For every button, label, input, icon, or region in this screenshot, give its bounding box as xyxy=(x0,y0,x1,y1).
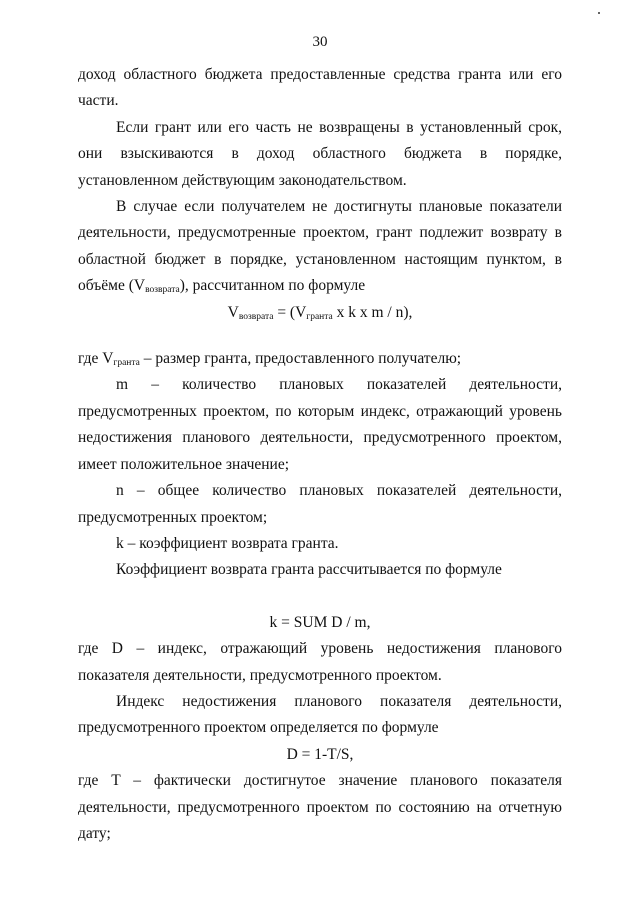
refund-condition-text: В случае если получателем не достигнуты плановые показатели деятельности, предусмотренные проектом, грант подлежит возврату в областной бюджет в порядке, установленном настоящим пунктом, в объёме (V xyxy=(78,198,562,295)
definition-v-grant xyxy=(78,346,562,372)
document-body xyxy=(78,62,562,847)
formula-refund-grant-sub: гранта xyxy=(306,311,333,322)
formula-index: D = 1-T/S, xyxy=(286,745,354,763)
formula-refund-mid: = (V xyxy=(273,303,307,321)
definition-v-grant-tail: – размер гранта, предоставленного получателю; xyxy=(139,350,462,368)
refund-subscript: возврата xyxy=(145,285,180,296)
refund-condition-tail: ), рассчитанном по формуле xyxy=(179,277,366,295)
definition-v-grant-sub: гранта xyxy=(113,358,140,369)
definition-v-grant-text: где V xyxy=(78,350,114,368)
formula-refund-v-sub: возврата xyxy=(238,311,274,322)
definition-k: k – коэффициент возврата гранта. xyxy=(116,534,339,552)
index-intro: Индекс недостижения планового показателя деятельности, предусмотренного проектом определяется по формуле xyxy=(78,692,562,737)
definition-m: m – количество плановых показателей деятельности, предусмотренных проектом, по которым индекс, отражающий уровень недостижения планового деятельности, предусмотренного проектом, имеет положительное значение; xyxy=(78,376,562,473)
formula-refund xyxy=(78,300,562,326)
definition-t: где T – фактически достигнутое значение планового показателя деятельности, предусмотренного проектом по состоянию на отчетную дату; xyxy=(78,772,562,842)
scan-speck xyxy=(598,12,600,14)
formula-refund-v: V xyxy=(227,303,239,321)
paragraph-refund-continuation: доход областного бюджета предоставленные средства гранта или его части. xyxy=(78,66,562,110)
definition-n: n – общее количество плановых показателей деятельности, предусмотренных проектом; xyxy=(78,482,562,526)
coefficient-intro: Коэффициент возврата гранта рассчитывается по формуле xyxy=(116,561,502,579)
formula-coefficient: k = SUM D / m, xyxy=(269,613,371,631)
page-number: 30 xyxy=(312,34,328,50)
paragraph-collection: Если грант или его часть не возвращены в установленный срок, они взыскиваются в доход областного бюджета в порядке, установленном действующим законодательством. xyxy=(78,118,562,189)
paragraph-refund-condition xyxy=(78,194,562,300)
formula-refund-end: x k x m / n), xyxy=(332,303,413,321)
definition-d: где D – индекс, отражающий уровень недостижения планового показателя деятельности, предусмотренного проектом. xyxy=(78,640,562,684)
